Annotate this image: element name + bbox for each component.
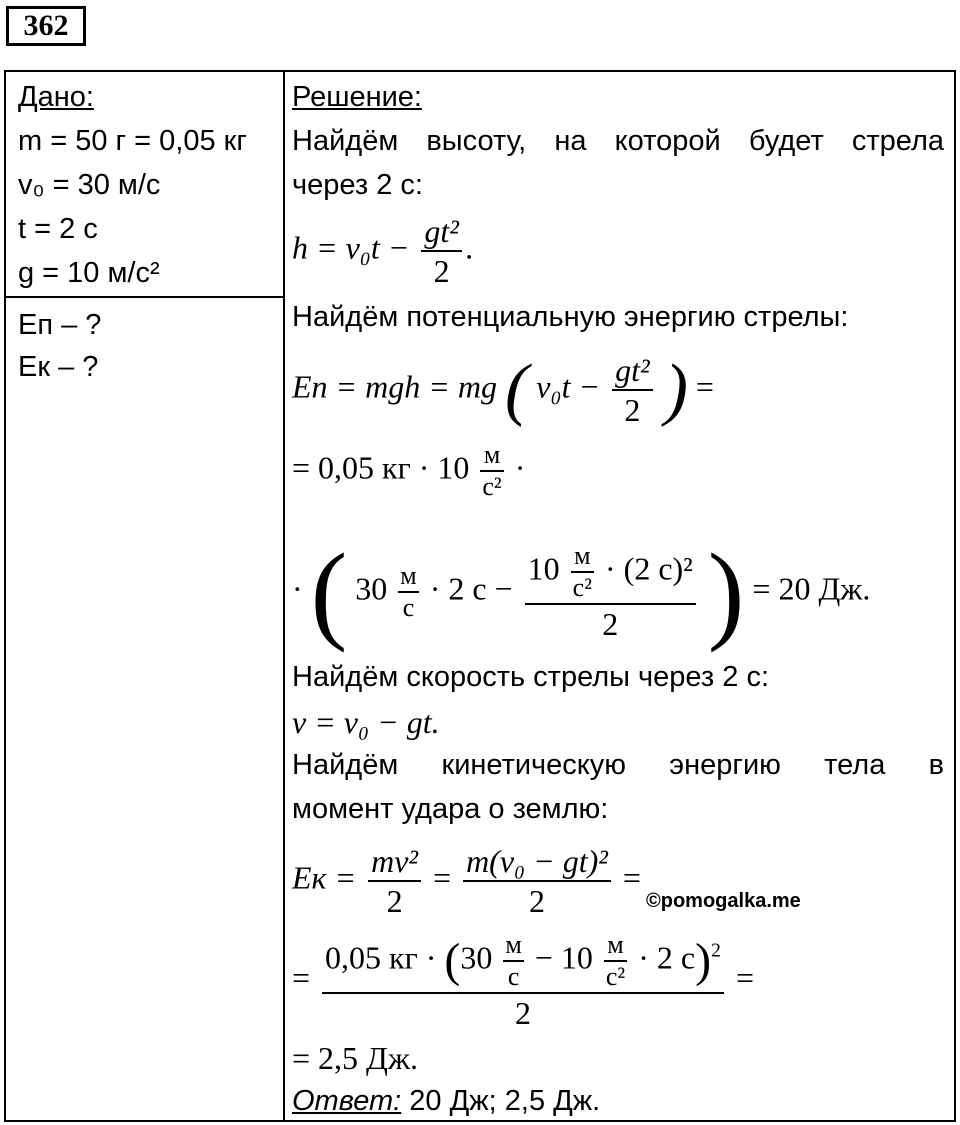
kinetic-big-den: 2 [322,992,724,1032]
formula-kinetic-fraction-2 [463,842,611,920]
find-potential-energy: Eп – ? [18,309,102,341]
formula-potential-substitution [292,440,525,502]
kinetic-den-2: 2 [463,880,611,920]
unit-num-5: м [607,930,624,959]
unit-num: м [483,440,501,469]
formula-kinetic [292,842,641,920]
unit-num-3: м [574,541,591,570]
eq-sign-2: = [622,859,641,896]
compute-num-time: · (2 с)² [605,550,693,587]
solution-text-height: Найдём высоту, на которой будет стрела [292,125,944,157]
unit-num-4: м [505,930,522,959]
compute-fraction-num [525,541,696,603]
solution-text-height-2: через 2 с: [292,169,423,201]
column-divider [283,72,285,1120]
paren-close: ) [664,351,688,428]
solution-text-kinetic-2: момент удара о землю: [292,793,609,825]
given-line-time: t = 2 с [18,213,98,245]
answer-label: Ответ: [292,1085,402,1117]
formula-height-fraction [421,212,461,290]
formula-potential-eq: = [695,368,714,405]
formula-height-left: h = v₀t − [292,229,410,266]
watermark: ©pomogalka.me [646,890,801,912]
formula-potential-inner: v₀t − [536,368,601,405]
unit-num-2: м [400,561,417,590]
formula-potential-den: 2 [612,389,652,429]
solution-text-kinetic: Найдём кинетическую энергию тела в [292,749,944,781]
given-divider [6,296,283,298]
kinetic-sub-time: · 2 с [638,939,696,976]
kinetic-big-fraction [322,930,724,1032]
eq-sign-4: = [735,959,755,996]
formula-potential-num: gt² [615,352,650,388]
potential-result: = 20 Дж. [752,570,871,607]
compute-30: 30 [355,570,388,607]
formula-height-num: gt² [424,213,459,249]
kinetic-big-num [322,930,724,992]
kinetic-sub-10: − 10 [534,939,593,976]
formula-potential-fraction [612,351,652,429]
dot-operator-2: · [292,570,303,607]
compute-num-10: 10 [527,550,560,587]
square-exponent: 2 [711,939,721,962]
paren-close-2: ) [695,934,712,987]
paren-open: ( [504,351,529,428]
unit-fraction-speed-2 [503,930,523,992]
solution-table [4,70,956,1122]
formula-potential-compute [292,532,870,652]
unit-fraction-accel [480,440,503,502]
unit-den: с² [482,472,502,501]
solution-header: Решение: [292,81,422,113]
formula-potential-left: Eп = mgh = mg [292,368,497,405]
formula-kinetic-result: = 2,5 Дж. [292,1040,418,1076]
kinetic-den-1: 2 [368,880,421,920]
answer-value: 20 Дж; 2,5 Дж. [401,1085,601,1117]
formula-height: h = v₀t − $\frac{\text{gt²}}{2}$ . [292,213,474,289]
given-line-mass: m = 50 г = 0,05 кг [18,125,247,157]
given-header: Дано: [18,81,94,113]
formula-potential-sub-left: = 0,05 кг · 10 [292,449,470,486]
compute-fraction [525,541,696,643]
unit-den-4: с [503,960,523,992]
eq-sign-3: = [292,959,311,996]
find-kinetic-energy: Eк – ? [18,351,99,383]
formula-potential [292,350,714,430]
solution-text-velocity: Найдём скорость стрелы через 2 с: [292,661,770,693]
dot-operator: · [514,449,526,486]
unit-fraction-speed [398,561,418,623]
compute-fraction-den: 2 [525,603,696,643]
given-line-velocity: v₀ = 30 м/с [18,169,161,201]
eq-sign: = [433,859,452,896]
formula-kinetic-substitution [292,930,754,1032]
formula-velocity: v = v₀ − gt. [292,704,440,740]
formula-kinetic-left: Eк = [292,859,357,896]
big-paren-open: ( [310,531,348,653]
kinetic-sub-mass: 0,05 кг · [325,939,437,976]
big-paren-close: ) [707,531,745,653]
solution-text-potential: Найдём потенциальную энергию стрелы: [292,301,849,333]
unit-den-2: с [398,591,418,623]
given-line-gravity: g = 10 м/с² [18,257,160,289]
problem-number: 362 [6,6,86,46]
kinetic-num-2: m(v₀ − gt)² [466,843,608,879]
unit-fraction-accel-3 [604,930,627,992]
paren-open-2: ( [444,934,461,987]
kinetic-sub-30: 30 [460,939,493,976]
unit-den-5: с² [605,962,626,991]
compute-2c: · 2 с − [429,570,513,607]
unit-den-3: с² [572,573,592,602]
unit-fraction-accel-2 [571,541,594,603]
kinetic-num-1: mv² [371,843,419,879]
formula-kinetic-fraction-1 [368,842,421,920]
formula-height-den: 2 [421,250,461,290]
answer-line [292,1084,600,1118]
